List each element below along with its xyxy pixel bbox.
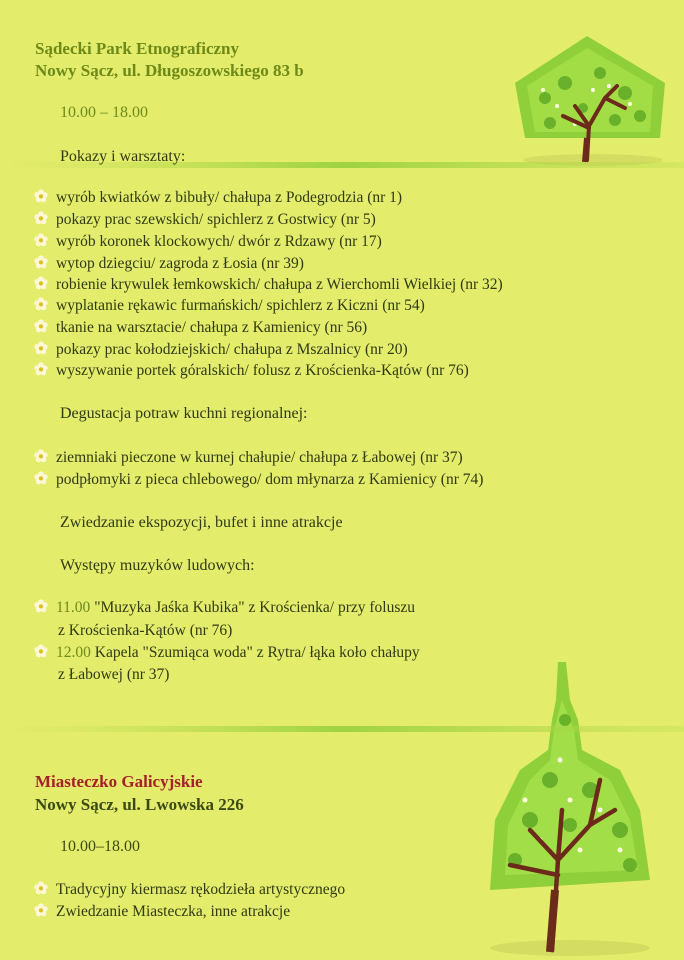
flower-bullet-icon	[34, 255, 48, 269]
list-item: wyrób kwiatków z bibuły/ chałupa z Podegrodzia (nr 1)	[34, 189, 402, 207]
flower-bullet-icon	[34, 276, 48, 290]
flower-bullet-icon	[34, 341, 48, 355]
flower-bullet-icon	[34, 233, 48, 247]
list-item: tkanie na warsztacie/ chałupa z Kamienicy (nr 56)	[34, 319, 367, 337]
section-heading: Występy muzyków ludowych:	[60, 557, 255, 574]
list-item: wyrób koronek klockowych/ dwór z Rdzawy (nr 17)	[34, 233, 382, 251]
flower-bullet-icon	[34, 189, 48, 203]
venue-address: Nowy Sącz, ul. Długoszowskiego 83 b	[35, 61, 304, 80]
exhibits-text: Zwiedzanie ekspozycji, bufet i inne atrakcje	[60, 514, 343, 531]
flower-bullet-icon	[34, 211, 48, 225]
church-tree-illustration	[470, 660, 675, 960]
section-heading: Pokazy i warsztaty:	[60, 148, 186, 165]
venue-name: Sądecki Park Etnograficzny	[35, 39, 239, 58]
house-tree-illustration	[505, 28, 680, 168]
list-item-continuation: z Łabowej (nr 37)	[58, 666, 170, 683]
list-item: wytop dziegciu/ zagroda z Łosia (nr 39)	[34, 255, 304, 273]
performance-time: 11.00	[56, 599, 91, 616]
list-item: robienie krywulek łemkowskich/ chałupa z Wierchomli Wielkiej (nr 32)	[34, 276, 503, 294]
list-item: pokazy prac kołodziejskich/ chałupa z Mszalnicy (nr 20)	[34, 341, 408, 359]
list-item: Tradycyjny kiermasz rękodzieła artystycznego	[34, 881, 345, 899]
list-item: pokazy prac szewskich/ spichlerz z Gostwicy (nr 5)	[34, 211, 376, 229]
flower-bullet-icon	[34, 319, 48, 333]
list-item: 12.00 Kapela "Szumiąca woda" z Rytra/ łąka koło chałupy	[34, 644, 420, 662]
list-item: wyszywanie portek góralskich/ folusz z Krościenka-Kątów (nr 76)	[34, 362, 469, 380]
flower-bullet-icon	[34, 471, 48, 485]
list-item: wyplatanie rękawic furmańskich/ spichlerz z Kiczni (nr 54)	[34, 297, 425, 315]
list-item: podpłomyki z pieca chlebowego/ dom młynarza z Kamienicy (nr 74)	[34, 471, 483, 489]
flower-bullet-icon	[34, 449, 48, 463]
flower-bullet-icon	[34, 881, 48, 895]
flower-bullet-icon	[34, 644, 48, 658]
list-item-continuation: z Krościenka-Kątów (nr 76)	[58, 622, 233, 639]
flower-bullet-icon	[34, 297, 48, 311]
section-heading: Degustacja potraw kuchni regionalnej:	[60, 405, 308, 422]
flower-bullet-icon	[34, 599, 48, 613]
list-item: ziemniaki pieczone w kurnej chałupie/ chałupa z Łabowej (nr 37)	[34, 449, 463, 467]
list-item: 11.00 "Muzyka Jaśka Kubika" z Krościenka/ przy foluszu	[34, 599, 415, 617]
venue-name: Miasteczko Galicyjskie	[35, 772, 203, 791]
flower-bullet-icon	[34, 903, 48, 917]
opening-hours: 10.00–18.00	[60, 838, 140, 855]
flower-bullet-icon	[34, 362, 48, 376]
opening-hours: 10.00 – 18.00	[60, 104, 148, 121]
list-item: Zwiedzanie Miasteczka, inne atrakcje	[34, 903, 290, 921]
venue-address: Nowy Sącz, ul. Lwowska 226	[35, 795, 244, 814]
grass-divider	[0, 718, 684, 740]
performance-time: 12.00	[56, 644, 91, 661]
